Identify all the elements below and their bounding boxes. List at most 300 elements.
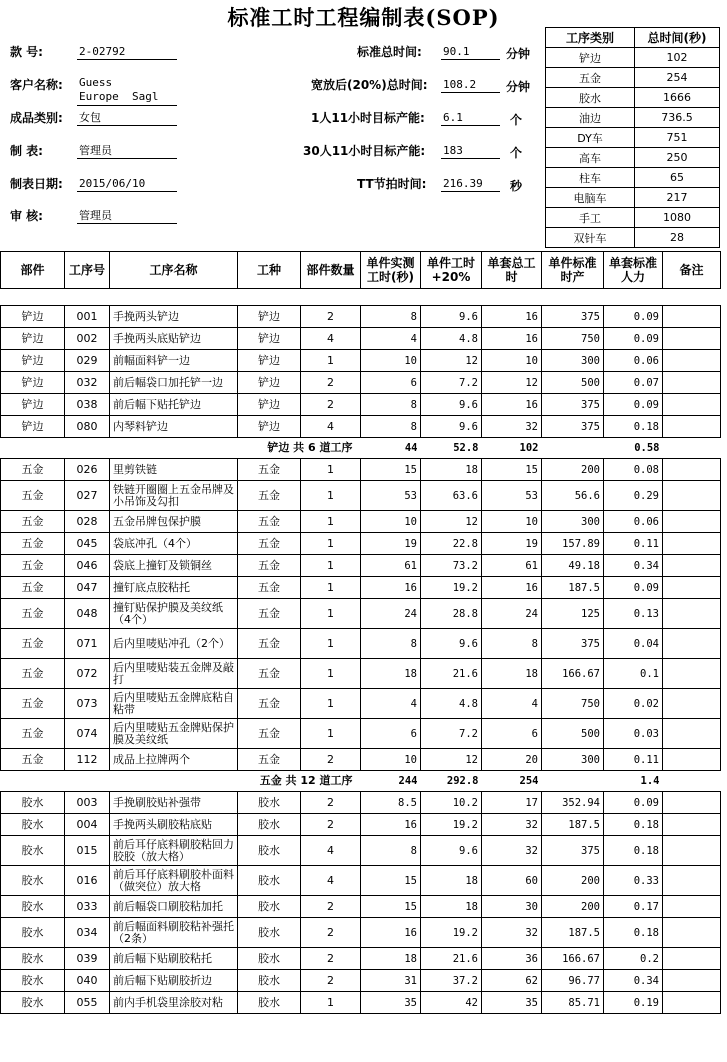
cell-measured: 15 (361, 896, 421, 918)
cell-qty: 1 (301, 350, 361, 372)
cell-part: 铲边 (1, 372, 65, 394)
cell-op-no: 071 (65, 629, 110, 659)
cell-remark (663, 629, 721, 659)
cell-measured: 4 (361, 689, 421, 719)
cell-measured: 15 (361, 459, 421, 481)
cell-hourly: 375 (542, 836, 604, 866)
cell-worktype: 胶水 (238, 918, 301, 948)
cell-set-total: 10 (482, 511, 542, 533)
cell-part: 铲边 (1, 416, 65, 438)
cell-part: 铲边 (1, 306, 65, 328)
table-row (1, 836, 721, 866)
cell-part: 胶水 (1, 896, 65, 918)
cell-hourly: 352.94 (542, 792, 604, 814)
category-header-row (546, 28, 720, 48)
cell-qty: 2 (301, 372, 361, 394)
table-row (1, 918, 721, 948)
cell-manpower: 0.13 (604, 599, 663, 629)
category-time: 250 (635, 148, 720, 168)
category-summary-table (545, 27, 720, 248)
date-label: 制表日期: (10, 177, 63, 191)
cell-qty: 2 (301, 970, 361, 992)
cell-set-total: 35 (482, 992, 542, 1014)
cell-manpower: 0.34 (604, 555, 663, 577)
subtotal-set-total: 254 (482, 771, 542, 792)
table-row (1, 599, 721, 629)
one-person-unit: 个 (510, 113, 523, 127)
cell-op-name: 袋底上撞钉及锁铜丝 (110, 555, 238, 577)
cell-worktype: 五金 (238, 719, 301, 749)
cell-hourly: 96.77 (542, 970, 604, 992)
col-header-qty: 部件数量 (301, 252, 361, 289)
col-header-set-total: 单套总工时 (482, 252, 542, 289)
table-row (1, 533, 721, 555)
cell-measured: 8 (361, 306, 421, 328)
category-type: 手工 (546, 208, 635, 228)
category-time: 28 (635, 228, 720, 248)
category-row (546, 108, 720, 128)
cell-hourly: 200 (542, 459, 604, 481)
cell-set-total: 30 (482, 896, 542, 918)
cell-hourly: 750 (542, 689, 604, 719)
cell-op-name: 铁链开圈圈上五金吊牌及小吊饰及勾扣 (110, 481, 238, 511)
table-row (1, 629, 721, 659)
cell-manpower: 0.09 (604, 306, 663, 328)
cell-remark (663, 416, 721, 438)
maker-label: 制 表: (10, 144, 43, 158)
cell-op-name: 成品上拉牌两个 (110, 749, 238, 771)
cell-hourly: 375 (542, 416, 604, 438)
cell-part: 五金 (1, 459, 65, 481)
cell-plus20: 19.2 (421, 814, 482, 836)
category-type: DY车 (546, 128, 635, 148)
cell-plus20: 63.6 (421, 481, 482, 511)
cell-plus20: 37.2 (421, 970, 482, 992)
category-row (546, 68, 720, 88)
category-type: 高车 (546, 148, 635, 168)
cell-worktype: 胶水 (238, 836, 301, 866)
cell-op-name: 后内里唛贴五金牌底粘自粘带 (110, 689, 238, 719)
cell-hourly: 200 (542, 896, 604, 918)
cell-hourly: 125 (542, 599, 604, 629)
cell-worktype: 胶水 (238, 948, 301, 970)
cell-measured: 61 (361, 555, 421, 577)
cell-measured: 6 (361, 719, 421, 749)
col-header-worktype: 工种 (238, 252, 301, 289)
cell-worktype: 铲边 (238, 350, 301, 372)
cell-qty: 1 (301, 992, 361, 1014)
cell-op-name: 五金吊牌包保护膜 (110, 511, 238, 533)
cell-measured: 8 (361, 836, 421, 866)
cell-measured: 24 (361, 599, 421, 629)
cell-manpower: 0.06 (604, 350, 663, 372)
tt-label: TT节拍时间: (357, 177, 427, 191)
style-no-value: 2-02792 (77, 45, 177, 60)
cell-set-total: 62 (482, 970, 542, 992)
cell-measured: 4 (361, 328, 421, 350)
table-row (1, 328, 721, 350)
cell-set-total: 36 (482, 948, 542, 970)
product-value: 女包 (77, 111, 177, 126)
cell-plus20: 9.6 (421, 416, 482, 438)
cell-remark (663, 948, 721, 970)
cell-part: 五金 (1, 689, 65, 719)
cell-op-no: 029 (65, 350, 110, 372)
cell-qty: 2 (301, 814, 361, 836)
category-row (546, 168, 720, 188)
category-row (546, 88, 720, 108)
cell-hourly: 750 (542, 328, 604, 350)
cell-plus20: 22.8 (421, 533, 482, 555)
cell-measured: 6 (361, 372, 421, 394)
cell-set-total: 53 (482, 481, 542, 511)
cell-qty: 4 (301, 866, 361, 896)
cell-op-no: 074 (65, 719, 110, 749)
cell-op-name: 前后耳仔底料刷胶朴面料（做突位）放大格 (110, 866, 238, 896)
cell-measured: 8.5 (361, 792, 421, 814)
cell-op-no: 015 (65, 836, 110, 866)
category-time: 102 (635, 48, 720, 68)
cell-qty: 4 (301, 328, 361, 350)
cell-op-no: 046 (65, 555, 110, 577)
cell-worktype: 铲边 (238, 328, 301, 350)
cell-remark (663, 918, 721, 948)
cell-remark (663, 481, 721, 511)
cell-remark (663, 306, 721, 328)
cell-set-total: 18 (482, 659, 542, 689)
cell-plus20: 9.6 (421, 394, 482, 416)
cell-remark (663, 599, 721, 629)
cell-worktype: 胶水 (238, 992, 301, 1014)
cell-qty: 2 (301, 394, 361, 416)
cell-hourly: 300 (542, 350, 604, 372)
cell-qty: 2 (301, 306, 361, 328)
cell-hourly: 300 (542, 511, 604, 533)
cell-worktype: 五金 (238, 481, 301, 511)
cell-measured: 10 (361, 749, 421, 771)
category-type: 铲边 (546, 48, 635, 68)
cell-part: 五金 (1, 481, 65, 511)
subtotal-plus20: 292.8 (421, 771, 482, 792)
cell-remark (663, 511, 721, 533)
cell-op-name: 袋底冲孔（4个） (110, 533, 238, 555)
cell-hourly: 85.71 (542, 992, 604, 1014)
subtotal-remark (663, 438, 721, 459)
cell-qty: 1 (301, 629, 361, 659)
cell-worktype: 五金 (238, 555, 301, 577)
table-row (1, 459, 721, 481)
col-header-remark: 备注 (663, 252, 721, 289)
cell-manpower: 0.03 (604, 719, 663, 749)
table-row (1, 970, 721, 992)
cell-manpower: 0.06 (604, 511, 663, 533)
cell-worktype: 铲边 (238, 306, 301, 328)
cell-manpower: 0.09 (604, 577, 663, 599)
cell-op-no: 001 (65, 306, 110, 328)
cell-qty: 1 (301, 555, 361, 577)
cell-hourly: 375 (542, 394, 604, 416)
cell-op-no: 047 (65, 577, 110, 599)
table-row (1, 749, 721, 771)
category-header-type: 工序类别 (546, 28, 635, 48)
cell-remark (663, 577, 721, 599)
category-type: 胶水 (546, 88, 635, 108)
cell-op-no: 032 (65, 372, 110, 394)
relaxed-value: 108.2 (441, 78, 500, 93)
cell-set-total: 12 (482, 372, 542, 394)
cell-part: 五金 (1, 511, 65, 533)
cell-plus20: 12 (421, 350, 482, 372)
cell-set-total: 15 (482, 459, 542, 481)
cell-manpower: 0.09 (604, 328, 663, 350)
subtotal-manpower: 0.58 (604, 438, 663, 459)
cell-manpower: 0.11 (604, 749, 663, 771)
cell-manpower: 0.18 (604, 416, 663, 438)
cell-measured: 8 (361, 629, 421, 659)
subtotal-hourly (542, 438, 604, 459)
cell-part: 胶水 (1, 866, 65, 896)
cell-measured: 53 (361, 481, 421, 511)
cell-remark (663, 372, 721, 394)
cell-set-total: 19 (482, 533, 542, 555)
cell-part: 五金 (1, 659, 65, 689)
table-row (1, 481, 721, 511)
cell-qty: 1 (301, 459, 361, 481)
cell-remark (663, 814, 721, 836)
cell-worktype: 五金 (238, 533, 301, 555)
cell-op-name: 前后耳仔底料刷胶粘回力胶胶（放大格） (110, 836, 238, 866)
cell-op-no: 055 (65, 992, 110, 1014)
subtotal-row (1, 771, 721, 792)
cell-set-total: 32 (482, 836, 542, 866)
cell-op-no: 039 (65, 948, 110, 970)
cell-part: 五金 (1, 599, 65, 629)
cell-plus20: 21.6 (421, 659, 482, 689)
product-label: 成品类别: (10, 111, 63, 125)
cell-plus20: 28.8 (421, 599, 482, 629)
category-row (546, 208, 720, 228)
cell-remark (663, 792, 721, 814)
cell-manpower: 0.18 (604, 814, 663, 836)
cell-part: 五金 (1, 629, 65, 659)
cell-hourly: 187.5 (542, 577, 604, 599)
cell-op-no: 040 (65, 970, 110, 992)
cell-part: 五金 (1, 719, 65, 749)
cell-worktype: 胶水 (238, 792, 301, 814)
cell-measured: 18 (361, 659, 421, 689)
cell-plus20: 18 (421, 896, 482, 918)
category-type: 五金 (546, 68, 635, 88)
cell-set-total: 17 (482, 792, 542, 814)
category-row (546, 188, 720, 208)
cell-qty: 1 (301, 577, 361, 599)
cell-worktype: 五金 (238, 459, 301, 481)
cell-manpower: 0.11 (604, 533, 663, 555)
table-row (1, 719, 721, 749)
style-no-label: 款 号: (10, 45, 43, 59)
cell-measured: 18 (361, 948, 421, 970)
cell-plus20: 4.8 (421, 328, 482, 350)
subtotal-remark (663, 771, 721, 792)
one-person-label: 1人11小时目标产能: (311, 111, 425, 125)
cell-measured: 31 (361, 970, 421, 992)
cell-op-no: 112 (65, 749, 110, 771)
cell-worktype: 五金 (238, 599, 301, 629)
cell-manpower: 0.17 (604, 896, 663, 918)
std-total-label: 标准总时间: (357, 45, 422, 59)
customer-value: Guess Europe Sagl (77, 76, 177, 106)
cell-plus20: 4.8 (421, 689, 482, 719)
subtotal-measured: 244 (361, 771, 421, 792)
cell-op-no: 080 (65, 416, 110, 438)
subtotal-hourly (542, 771, 604, 792)
cell-plus20: 18 (421, 866, 482, 896)
cell-qty: 1 (301, 511, 361, 533)
category-row (546, 48, 720, 68)
cell-set-total: 24 (482, 599, 542, 629)
cell-op-no: 073 (65, 689, 110, 719)
cell-op-name: 前后幅下贴刷胶粘托 (110, 948, 238, 970)
cell-hourly: 166.67 (542, 659, 604, 689)
cell-plus20: 10.2 (421, 792, 482, 814)
date-value: 2015/06/10 (77, 177, 177, 192)
category-type: 柱车 (546, 168, 635, 188)
cell-qty: 2 (301, 749, 361, 771)
cell-op-name: 前后幅面料刷胶粘补强托（2条） (110, 918, 238, 948)
cell-op-name: 后内里唛贴装五金牌及敲打 (110, 659, 238, 689)
cell-measured: 16 (361, 814, 421, 836)
category-type: 电脑车 (546, 188, 635, 208)
cell-op-name: 手挽两头刷胶粘底贴 (110, 814, 238, 836)
cell-op-no: 004 (65, 814, 110, 836)
cell-part: 胶水 (1, 836, 65, 866)
cell-op-no: 028 (65, 511, 110, 533)
cell-manpower: 0.33 (604, 866, 663, 896)
category-time: 65 (635, 168, 720, 188)
cell-measured: 35 (361, 992, 421, 1014)
cell-set-total: 32 (482, 416, 542, 438)
table-row (1, 306, 721, 328)
category-row (546, 148, 720, 168)
cell-op-no: 016 (65, 866, 110, 896)
cell-manpower: 0.18 (604, 918, 663, 948)
cell-hourly: 200 (542, 866, 604, 896)
relaxed-label: 宽放后(20%)总时间: (311, 78, 428, 92)
cell-remark (663, 992, 721, 1014)
std-total-unit: 分钟 (506, 47, 531, 61)
cell-manpower: 0.02 (604, 689, 663, 719)
subtotal-label: 铲边 共 6 道工序 (1, 438, 361, 459)
category-type: 油边 (546, 108, 635, 128)
cell-worktype: 铲边 (238, 394, 301, 416)
cell-hourly: 166.67 (542, 948, 604, 970)
cell-manpower: 0.09 (604, 394, 663, 416)
tt-value: 216.39 (441, 177, 500, 192)
category-time: 254 (635, 68, 720, 88)
cell-plus20: 18 (421, 459, 482, 481)
subtotal-manpower: 1.4 (604, 771, 663, 792)
col-header-measured: 单件实测工时(秒) (361, 252, 421, 289)
std-total-value: 90.1 (441, 45, 500, 60)
table-header-row (1, 252, 721, 289)
cell-set-total: 16 (482, 328, 542, 350)
thirty-person-label: 30人11小时目标产能: (303, 144, 426, 158)
table-row (1, 866, 721, 896)
cell-manpower: 0.2 (604, 948, 663, 970)
cell-qty: 1 (301, 533, 361, 555)
cell-measured: 10 (361, 511, 421, 533)
cell-qty: 1 (301, 659, 361, 689)
cell-part: 铲边 (1, 350, 65, 372)
cell-op-no: 045 (65, 533, 110, 555)
category-header-time: 总时间(秒) (635, 28, 720, 48)
cell-op-no: 034 (65, 918, 110, 948)
cell-remark (663, 689, 721, 719)
cell-plus20: 7.2 (421, 719, 482, 749)
cell-remark (663, 533, 721, 555)
cell-measured: 15 (361, 866, 421, 896)
cell-remark (663, 555, 721, 577)
spacer-cell (1, 289, 721, 306)
table-row (1, 577, 721, 599)
auditor-label: 审 核: (10, 209, 43, 223)
customer-label: 客户名称: (10, 78, 63, 92)
table-row (1, 896, 721, 918)
auditor-value: 管理员 (77, 209, 177, 224)
cell-plus20: 9.6 (421, 306, 482, 328)
subtotal-measured: 44 (361, 438, 421, 459)
cell-qty: 1 (301, 481, 361, 511)
table-row (1, 792, 721, 814)
cell-qty: 1 (301, 599, 361, 629)
cell-plus20: 7.2 (421, 372, 482, 394)
cell-plus20: 19.2 (421, 577, 482, 599)
col-header-manpower: 单套标准人力 (604, 252, 663, 289)
cell-op-no: 072 (65, 659, 110, 689)
cell-op-name: 手挽两头铲边 (110, 306, 238, 328)
cell-remark (663, 659, 721, 689)
col-header-op-name: 工序名称 (110, 252, 238, 289)
cell-worktype: 铲边 (238, 416, 301, 438)
cell-set-total: 4 (482, 689, 542, 719)
cell-qty: 2 (301, 918, 361, 948)
cell-plus20: 9.6 (421, 836, 482, 866)
cell-hourly: 187.5 (542, 814, 604, 836)
cell-op-name: 前内手机袋里涂胶对粘 (110, 992, 238, 1014)
cell-set-total: 61 (482, 555, 542, 577)
cell-op-no: 026 (65, 459, 110, 481)
cell-set-total: 16 (482, 306, 542, 328)
cell-qty: 2 (301, 948, 361, 970)
cell-set-total: 60 (482, 866, 542, 896)
cell-op-name: 后内里唛贴冲孔（2个） (110, 629, 238, 659)
table-row (1, 372, 721, 394)
cell-worktype: 五金 (238, 511, 301, 533)
col-header-op-no: 工序号 (65, 252, 110, 289)
cell-op-name: 手挽两头底贴铲边 (110, 328, 238, 350)
cell-measured: 19 (361, 533, 421, 555)
cell-part: 胶水 (1, 918, 65, 948)
cell-part: 五金 (1, 749, 65, 771)
cell-plus20: 12 (421, 511, 482, 533)
cell-measured: 8 (361, 416, 421, 438)
cell-op-no: 002 (65, 328, 110, 350)
cell-hourly: 300 (542, 749, 604, 771)
cell-remark (663, 749, 721, 771)
tt-unit: 秒 (510, 179, 523, 193)
cell-hourly: 187.5 (542, 918, 604, 948)
cell-op-no: 033 (65, 896, 110, 918)
